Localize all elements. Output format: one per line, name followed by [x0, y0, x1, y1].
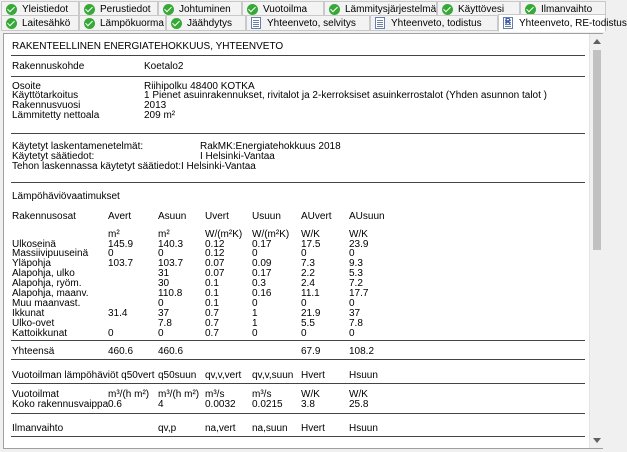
tab-label: Yleistiedot — [22, 3, 69, 15]
tab-laitesähkö[interactable] — [1, 15, 79, 31]
vuoto-unit-cell: m³/(h m²) — [108, 389, 150, 400]
table-row-cell: 1 — [252, 308, 258, 319]
report-panel — [3, 33, 603, 449]
table-header-cell: AUsuun — [349, 211, 385, 222]
vuoto-unit-cell: m³/s — [252, 389, 272, 400]
table-row-cell: Ulko-ovet — [12, 318, 55, 329]
table-row-cell: 0 — [108, 248, 114, 259]
table-row-cell: Alapohja, ulko — [12, 268, 75, 279]
tab-yhteenveto-selvitys[interactable] — [246, 15, 370, 31]
section-divider — [11, 182, 585, 183]
document-icon — [375, 17, 385, 29]
table-row-cell: Ikkunat — [12, 308, 45, 319]
table-header-cell: Usuun — [252, 211, 281, 222]
vuoto-unit-cell: W/K — [301, 389, 320, 400]
info-label: Osoite — [12, 81, 41, 92]
table-total-cell: 67.9 — [301, 346, 321, 357]
report-content — [4, 34, 589, 448]
table-row-cell: 0 — [349, 248, 355, 259]
check-icon — [525, 4, 536, 15]
report-document-icon — [503, 17, 513, 29]
method-value: RakMK:Energiatehokkuus 2018 — [200, 141, 341, 152]
table-row-cell: 0.16 — [252, 288, 272, 299]
table-row-cell: 30 — [158, 278, 170, 289]
check-icon — [163, 4, 174, 15]
table-row-cell: Ulkoseinä — [12, 239, 56, 250]
tab-label: Yhteenveto, selvitys — [267, 17, 356, 29]
table-total-cell: 460.6 — [108, 346, 134, 357]
info-value: 1 Pienet asuinrakennukset, rivitalot ja 2-kerroksiset asuinkerrostalot (Yhden asunnon talot ) — [144, 90, 547, 101]
check-icon — [329, 4, 340, 15]
document-icon — [251, 17, 261, 29]
table-row-cell: 37 — [158, 308, 170, 319]
table-header-cell: Asuun — [158, 211, 187, 222]
table-row-cell: Massiivipuuseinä — [12, 248, 89, 259]
table-row-cell: 0 — [108, 328, 114, 339]
table-header-cell: Rakennusosat — [12, 211, 76, 222]
section-divider — [11, 413, 585, 414]
title-divider — [11, 55, 585, 56]
tab-jäähdytys[interactable] — [166, 15, 246, 31]
vuoto-row-cell: 4 — [158, 399, 164, 410]
table-row-cell: 31 — [158, 268, 170, 279]
table-row-cell: 0.7 — [205, 318, 219, 329]
vuoto-header-cell: Hsuun — [349, 370, 378, 381]
tehon-text: Tehon laskennassa käytetyt säätiedot:I Helsinki-Vantaa — [12, 161, 256, 172]
scrollbar-thumb[interactable] — [593, 50, 601, 250]
vuoto-header-cell: qv,v,vert — [205, 370, 242, 381]
section-divider — [11, 383, 585, 384]
tab-label: Laitesähkö — [22, 17, 71, 29]
check-icon — [84, 18, 95, 29]
table-row-cell: 7.8 — [158, 318, 172, 329]
tab-label: Vuotoilma — [263, 3, 308, 15]
vuoto-row-cell: 0.0032 — [205, 399, 236, 410]
vuoto-row-cell: 0.0215 — [252, 399, 283, 410]
tab-yhteenveto-todistus[interactable] — [370, 15, 498, 31]
tab-label: Jäähdytys — [187, 17, 233, 29]
section-divider — [11, 133, 585, 134]
tab-label: Johtuminen — [179, 3, 231, 15]
check-icon — [247, 4, 258, 15]
tab-label: Ilmanvaihto — [541, 3, 593, 15]
table-row-cell: 0 — [252, 248, 258, 259]
vuoto-unit-cell: W/K — [349, 389, 368, 400]
vuoto-unit-cell: m³/s — [205, 389, 225, 400]
vuoto-header-cell: Vuotoilman lämpöhäviöt q50vert — [12, 370, 155, 381]
table-row-cell: Yläpohja — [12, 258, 51, 269]
table-row-cell: 0.1 — [205, 298, 219, 309]
table-row-cell: 0.17 — [252, 239, 272, 250]
table-unit-cell: m² — [108, 229, 120, 240]
info-value: 209 m² — [144, 110, 176, 121]
table-row-cell: 0 — [349, 328, 355, 339]
vuoto-row-cell: 25.8 — [349, 399, 369, 410]
tab-yhteenveto-re-todistus[interactable] — [498, 14, 627, 32]
table-row-cell: Alapohja, ryöm. — [12, 278, 82, 289]
tab-label: Lämpökuorma — [100, 17, 164, 29]
table-row-cell: 0 — [158, 248, 164, 259]
vuoto-header-cell: Hvert — [301, 370, 325, 381]
vuoto-row-cell: Koko rakennusvaippa — [12, 399, 109, 410]
table-row-cell: 110.8 — [158, 288, 183, 299]
total-divider — [11, 340, 585, 341]
ilma-header-cell: Ilmanvaihto — [12, 423, 64, 434]
table-row-cell: 145.9 — [108, 239, 134, 250]
table-header-cell: Uvert — [205, 211, 229, 222]
tab-label: Lämmitysjärjestelmä — [345, 3, 437, 15]
table-row-cell: 0.07 — [205, 258, 225, 269]
table-row-cell: 0 — [301, 248, 307, 259]
table-row-cell: 9.3 — [349, 258, 363, 269]
ilma-header-cell: qv,p — [158, 423, 177, 434]
section-divider — [11, 76, 585, 77]
section-divider — [11, 436, 585, 437]
table-row-cell: 0.12 — [205, 239, 225, 250]
check-icon — [171, 18, 182, 29]
table-row-cell: 0.1 — [205, 278, 219, 289]
table-row-cell: 37 — [349, 308, 361, 319]
table-row-cell: Kattoikkunat — [12, 328, 68, 339]
section-divider — [11, 359, 585, 360]
table-row-cell: 0.09 — [252, 258, 272, 269]
table-row-cell: 0 — [301, 298, 307, 309]
table-row-cell: 7.8 — [349, 318, 363, 329]
ilma-header-cell: Hsuun — [349, 423, 378, 434]
check-icon — [84, 4, 95, 15]
info-value: Riihipolku 48400 KOTKA — [144, 81, 255, 92]
table-row-cell: 0 — [158, 328, 164, 339]
table-row-cell: 7.2 — [349, 278, 363, 289]
info-label: Rakennusvuosi — [12, 100, 81, 111]
table-row-cell: 11.1 — [301, 288, 320, 299]
vuoto-header-cell: qv,v,suun — [252, 370, 294, 381]
tab-label: Yhteenveto, todistus — [391, 17, 482, 29]
method-label: Käytetyt säätiedot: — [12, 151, 95, 162]
table-row-cell: 0.12 — [205, 248, 225, 259]
table-header-cell: Avert — [108, 211, 132, 222]
tab-label: Yhteenveto, RE-todistus — [519, 17, 627, 29]
vuoto-row-cell: 0.6 — [108, 399, 122, 410]
ilma-header-cell: na,vert — [205, 423, 236, 434]
table-unit-cell: m² — [158, 229, 170, 240]
table-unit-cell: W/(m²K) — [205, 229, 243, 240]
table-row-cell: 0 — [252, 328, 258, 339]
table-row-cell: 21.9 — [301, 308, 321, 319]
tab-label: Perustiedot — [100, 3, 151, 15]
table-row-cell: 2.2 — [301, 268, 315, 279]
table-row-cell: 0 — [349, 298, 355, 309]
table-total-cell: Yhteensä — [12, 346, 55, 357]
ilma-header-cell: na,suun — [252, 423, 288, 434]
info-label: Lämmitetty nettoala — [12, 110, 100, 121]
scroll-down-arrow-icon[interactable] — [593, 438, 601, 443]
vuoto-unit-cell: m³/(h m²) — [158, 389, 200, 400]
table-row-cell: 1 — [252, 318, 258, 329]
table-row-cell: 17.7 — [349, 288, 369, 299]
table-header-cell: AUvert — [301, 211, 332, 222]
vuoto-header-cell: q50suun — [158, 370, 197, 381]
vuoto-row-cell: 3.8 — [301, 399, 315, 410]
table-total-cell: 460.6 — [158, 346, 184, 357]
method-label: Käytetyt laskentamenetelmät: — [12, 141, 144, 152]
rakennuskohde-label: Rakennuskohde — [12, 61, 85, 72]
table-row-cell: 0.1 — [205, 288, 219, 299]
table-unit-cell: W/K — [349, 229, 368, 240]
table-row-cell: Alapohja, maanv. — [12, 288, 89, 299]
tab-label: Käyttövesi — [458, 3, 505, 15]
rakennuskohde-value: Koetalo2 — [144, 61, 184, 72]
vuoto-unit-cell: Vuotoilmat — [12, 389, 59, 400]
table-row-cell: 17.5 — [301, 239, 321, 250]
table-row-cell: 31.4 — [108, 308, 128, 319]
table-row-cell: 7.3 — [301, 258, 315, 269]
table-row-cell: 5.3 — [349, 268, 363, 279]
table-row-cell: 140.3 — [158, 239, 184, 250]
table-row-cell: Muu maanvast. — [12, 298, 81, 309]
table-row-cell: 0.3 — [252, 278, 266, 289]
table-row-cell: 23.9 — [349, 239, 369, 250]
table-row-cell: 0 — [252, 298, 258, 309]
info-label: Käyttötarkoitus — [12, 90, 79, 101]
table-row-cell: 0.07 — [205, 268, 225, 279]
check-icon — [6, 4, 17, 15]
method-value: I Helsinki-Vantaa — [200, 151, 275, 162]
table-total-cell: 108.2 — [349, 346, 375, 357]
table-row-cell: 0 — [158, 298, 164, 309]
table-row-cell: 103.7 — [158, 258, 184, 269]
check-icon — [442, 4, 453, 15]
table-row-cell: 0.17 — [252, 268, 272, 279]
info-value: 2013 — [144, 100, 167, 111]
report-title: RAKENTEELLINEN ENERGIATEHOKKUUS, YHTEENVETO — [12, 41, 284, 52]
vertical-scrollbar[interactable] — [589, 34, 603, 448]
ilma-header-cell: Hvert — [301, 423, 325, 434]
table-row-cell: 0.7 — [205, 308, 219, 319]
lampohavio-title: Lämpöhäviövaatimukset — [12, 191, 120, 202]
table-row-cell: 103.7 — [108, 258, 134, 269]
check-icon — [6, 18, 17, 29]
table-row-cell: 2.4 — [301, 278, 315, 289]
tab-lämpökuorma[interactable] — [79, 15, 166, 31]
scroll-up-arrow-icon[interactable] — [593, 39, 601, 44]
table-unit-cell: W/K — [301, 229, 320, 240]
table-row-cell: 0 — [301, 328, 307, 339]
table-unit-cell: W/(m²K) — [252, 229, 290, 240]
table-row-cell: 0.7 — [205, 328, 219, 339]
tab-bar — [0, 0, 627, 33]
table-row-cell: 5.5 — [301, 318, 315, 329]
